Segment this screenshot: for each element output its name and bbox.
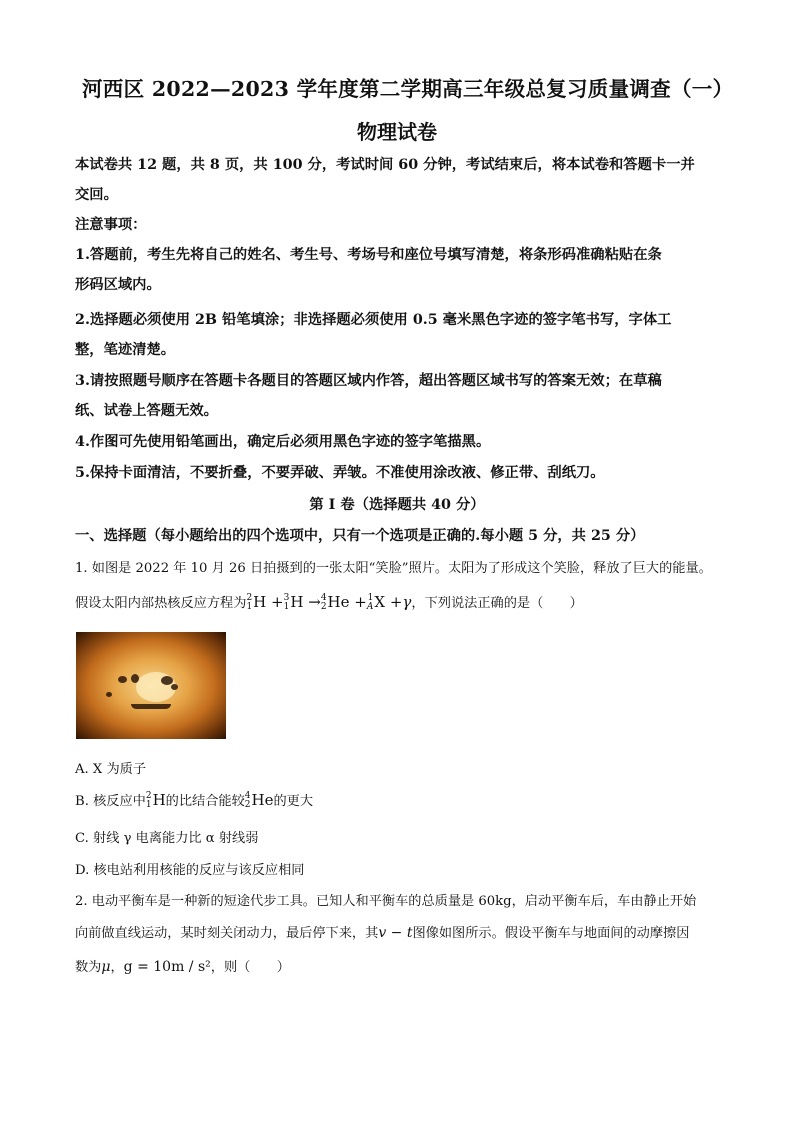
q1-line2-prefix: 假设太阳内部热核反应方程为 xyxy=(75,596,247,611)
q1-optb-middle: 的比结合能较 xyxy=(165,794,245,809)
note-2b: 整，笔迹清楚。 xyxy=(75,342,176,358)
note-1a: 1.答题前，考生先将自己的姓名、考生号、考场号和座位号填写清楚，将条形码准确粘贴在条 xyxy=(75,247,662,263)
note-3a: 3.请按照题号顺序在答题卡各题目的答题区域内作答，超出答题区域书写的答案无效；在草稿 xyxy=(75,373,662,389)
q2-line3-comma: ， xyxy=(110,960,124,975)
eq-he-symbol: He xyxy=(327,593,350,611)
optb-he-mass: 4 xyxy=(244,791,251,801)
eq-h2-charge: 1 xyxy=(246,602,253,612)
eq-plus-2: + xyxy=(354,593,367,611)
note-3b: 纸、试卷上答题无效。 xyxy=(75,403,218,419)
sun-smile-photo xyxy=(76,632,226,739)
q1-option-c: C. 射线 γ 电离能力比 α 射线弱 xyxy=(75,831,259,846)
eq-x-charge: A xyxy=(366,602,374,612)
q1-option-b xyxy=(75,790,313,810)
page-title: 河西区 2022—2023 学年度第二学期高三年级总复习质量调查（一） xyxy=(82,77,734,101)
eq-plus-3: + xyxy=(389,593,403,611)
note-1b: 形码区域内。 xyxy=(75,277,161,293)
q2-line-3 xyxy=(75,956,290,975)
q1-option-d: D. 核电站利用核能的反应与该反应相同 xyxy=(75,863,305,878)
mu-symbol: μ xyxy=(101,959,111,975)
optb-h-symbol: H xyxy=(152,791,166,809)
optb-he-symbol: He xyxy=(251,791,274,809)
notes-heading: 注意事项： xyxy=(75,217,147,233)
note-5: 5.保持卡面清洁，不要折叠，不要弄破、弄皱。不准使用涂改液、修正带、刮纸刀。 xyxy=(75,465,605,481)
optb-h-charge: 1 xyxy=(145,800,152,810)
eq-he-charge: 2 xyxy=(320,602,327,612)
q1-line2-suffix: ，下列说法正确的是（ ） xyxy=(411,596,583,611)
q1-line-1: 1. 如图是 2022 年 10 月 26 日拍摄到的一张太阳“笑脸”照片。太阳为了形成这个笑脸，释放了巨大的能量。 xyxy=(75,561,712,576)
eq-gamma: γ xyxy=(402,593,412,611)
q2-line3-suffix: ，则（ ） xyxy=(210,960,290,975)
vt-symbol: v − t xyxy=(378,925,413,941)
q1-optb-prefix: B. 核反应中 xyxy=(75,794,146,809)
eq-h2-symbol: H xyxy=(253,593,267,611)
eq-arrow: → xyxy=(308,593,321,611)
section-heading: 一、选择题（每小题给出的四个选项中，只有一个选项是正确的.每小题 5 分，共 25 分） xyxy=(75,528,645,544)
intro-line-1: 本试卷共 12 题，共 8 页，共 100 分，考试时间 60 分钟，考试结束后，将本试卷和答题卡一并 xyxy=(75,157,695,173)
optb-he-charge: 2 xyxy=(244,800,251,810)
eq-he-mass: 4 xyxy=(320,593,327,603)
intro-line-2: 交回。 xyxy=(75,187,118,203)
eq-x-symbol: X xyxy=(374,593,386,611)
eq-plus-1: + xyxy=(271,593,284,611)
eq-x-mass: 1 xyxy=(367,593,374,603)
q1-line-2 xyxy=(75,592,583,612)
q2-line2-prefix: 向前做直线运动，某时刻关闭动力，最后停下来，其 xyxy=(75,926,379,941)
optb-h-mass: 2 xyxy=(145,791,152,801)
note-4: 4.作图可先使用铅笔画出，确定后必须用黑色字迹的签字笔描黑。 xyxy=(75,434,491,450)
gravity-formula: g = 10m / s² xyxy=(123,959,211,975)
part-heading: 第 I 卷（选择题共 40 分） xyxy=(309,497,485,513)
q2-line-1: 2. 电动平衡车是一种新的短途代步工具。已知人和平衡车的总质量是 60kg，启动平衡车后，车由静止开始 xyxy=(75,894,697,909)
eq-h2-mass: 2 xyxy=(246,593,253,603)
reaction-equation xyxy=(246,593,411,611)
eq-h3-symbol: H xyxy=(290,593,304,611)
q2-line-2 xyxy=(75,922,689,941)
note-2a: 2.选择题必须使用 2B 铅笔填涂；非选择题必须使用 0.5 毫米黑色字迹的签字笔书写，字体工 xyxy=(75,312,672,328)
q1-option-a: A. X 为质子 xyxy=(75,762,147,777)
eq-h3-mass: 3 xyxy=(283,593,290,603)
page-subtitle: 物理试卷 xyxy=(357,120,437,144)
q2-line3-prefix: 数为 xyxy=(75,960,102,975)
eq-h3-charge: 1 xyxy=(283,602,290,612)
q2-line2-suffix: 图像如图所示。假设平衡车与地面间的动摩擦因 xyxy=(412,926,690,941)
q1-optb-suffix: 的更大 xyxy=(273,794,314,809)
